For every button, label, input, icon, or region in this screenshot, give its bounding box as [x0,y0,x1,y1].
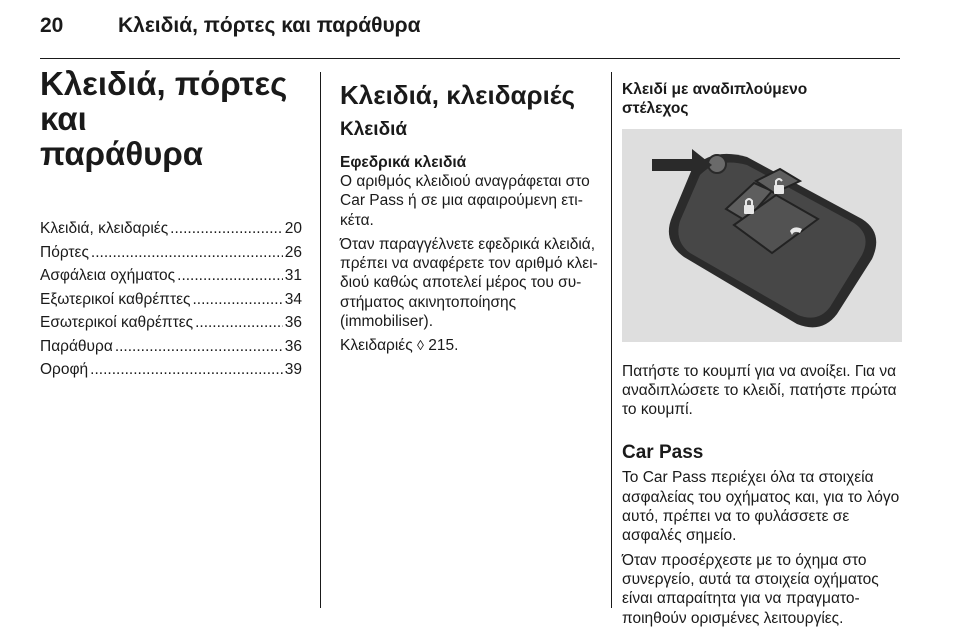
toc-item-windows[interactable]: Παράθυρα ..... 36 [40,335,302,359]
subsection-title-keys: Κλειδιά [340,119,408,140]
heading-spare-keys: Εφεδρικά κλειδιά [340,154,467,171]
heading-folding-key: Κλειδί με αναδιπλούμενο στέλεχος [622,81,808,118]
toc-item-doors[interactable]: Πόρτες ..... 26 [40,241,302,265]
toc-item-locks[interactable]: Κλειδιά, κλειδαριές ..... 20 [40,217,302,241]
keys-column [340,66,602,361]
heading-car-pass: Car Pass [622,442,704,464]
toc-item-interior-mirrors[interactable]: Εσωτερικοί καθρέπτες ..... 36 [40,311,302,335]
paragraph-folding-key-instructions: Πατήστε το κουμπί για να ανοίξει. Για να αναδιπλώσετε το κλειδί, πατήστε πρώτα το κουμπί. [622,362,897,419]
paragraph-ordering-spare-keys: Όταν παραγγέλνετε εφεδρικά κλειδιά, πρέπει να αναφέρετε τον αριθμό κλει-διού καθώς αποτελεί μέρος του συ-στήματος ακινητοποίησης (immobiliser). [340,235,598,331]
column-divider-1 [320,72,321,608]
paragraph-key-number: Ο αριθμός κλειδιού αναγράφεται στο Car Pass ή σε μια αφαιρούμενη ετι-κέτα. [340,173,590,229]
cross-reference-locks[interactable]: Κλειδαριές ◊ 215. [340,337,459,355]
toc-item-exterior-mirrors[interactable]: Εξωτερικοί καθρέπτες ..... 34 [40,288,302,312]
header-rule [40,58,900,59]
paragraph-car-pass-workshop: Όταν προσέρχεστε με το όχημα στο συνεργείο, αυτά τα στοιχεία οχήματος είναι απαραίτητα για να πραγματο-ποιηθούν ορισμένες λειτουργίες. [622,551,879,627]
running-header [40,14,421,38]
toc-item-vehicle-security[interactable]: Ασφάλεια οχήματος ..... 31 [40,264,302,288]
chapter-column [40,66,302,382]
folding-key-column [622,66,904,633]
folding-key-illustration [622,129,902,342]
column-divider-2 [611,72,612,608]
page-number: 20 [40,14,64,37]
section-title-locks: Κλειδιά, κλειδαριές [340,80,576,110]
running-title: Κλειδιά, πόρτες και παράθυρα [118,14,421,37]
toc-item-roof[interactable]: Οροφή ..... 39 [40,358,302,382]
paragraph-car-pass-contents: Το Car Pass περιέχει όλα τα στοιχεία ασφαλείας του οχήματος και, για το λόγο αυτό, πρέπει να το φυλάσσετε σε ασφαλές σημείο. [622,469,900,545]
reference-arrow-icon: ◊ [416,337,424,354]
chapter-title: Κλειδιά, πόρτες και παράθυρα [40,65,288,172]
table-of-contents [40,217,302,382]
key-fob-icon [622,129,902,342]
